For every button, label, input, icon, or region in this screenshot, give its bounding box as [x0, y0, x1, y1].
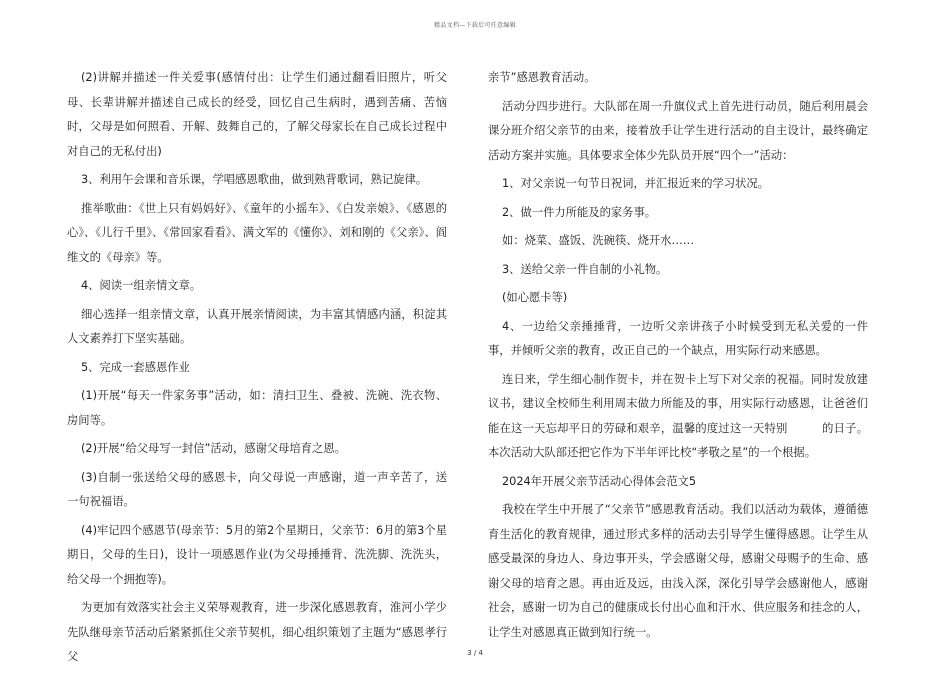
- paragraph: (1)开展“每天一件家务事”活动，如：清扫卫生、叠被、洗碗、洗衣物、房间等。: [67, 389, 447, 427]
- paragraph: 3、送给父亲一件自制的小礼物。: [502, 262, 668, 276]
- right-column: [488, 66, 868, 649]
- paragraph: 细心选择一组亲情文章，认真开展亲情阅读，为丰富其情感内涵，积淀其人文素养打下坚实基础。: [67, 307, 447, 345]
- paragraph: 5、完成一套感恩作业: [81, 360, 190, 374]
- paragraph: 亲节”感恩教育活动。: [488, 71, 596, 84]
- page-header: 精品文档—下载后可任意编辑: [434, 22, 516, 29]
- section-heading: 2024年开展父亲节活动心得体会范文5: [502, 474, 697, 488]
- paragraph: 活动分四步进行。大队部在周一升旗仪式上首先进行动员，随后利用晨会课分班介绍父亲节的由来，接着放手让学生进行活动的自主设计，最终确定活动方案并实施。具体要求全体少先队员开展“四个一”活动：: [488, 99, 868, 162]
- paragraph: 为更加有效落实社会主义荣辱观教育，进一步深化感恩教育，淮河小学少先队继母亲节活动后紧紧抓住父亲节契机，细心组织策划了主题为“感恩孝行父: [67, 601, 447, 663]
- left-column: [67, 66, 447, 674]
- paragraph: 如：烧菜、盛饭、洗碗筷、烧开水……: [502, 234, 695, 247]
- paragraph: 1、对父亲说一句节日祝词，并汇报近来的学习状况。: [502, 177, 770, 190]
- paragraph: (2)开展“给父母写一封信”活动，感谢父母培育之恩。: [81, 442, 346, 455]
- paragraph: 2、做一件力所能及的家务事。: [502, 205, 657, 219]
- paragraph: (2)讲解并描述一件关爱事(感情付出：让学生们通过翻看旧照片，听父母、长辈讲解并描述自己成长的经受，回忆自己生病时，遇到苦痛、苦恼时，父母是如何照看、开解、鼓舞自己的，了解父母家长在自己成长过程中对自己的无私付出): [67, 71, 447, 158]
- paragraph: 我校在学生中开展了“父亲节”感恩教育活动。我们以活动为载体，遵循德育生活化的教育规律，通过形式多样的活动去引导学生懂得感恩。让学生从感受最深的身边人、身边事开头，学会感谢父母，感谢父母赐予的生命、感谢父母的培育之恩。再由近及远，由浅入深，深化引导学会感谢他人，感谢社会，感谢一切为自己的健康成长付出心血和汗水、供应服务和挂念的人，让学生对感恩真正做到知行统一。: [488, 503, 868, 639]
- paragraph: (3)自制一张送给父母的感恩卡，向父母说一声感谢，道一声辛苦了，送一句祝福语。: [67, 470, 447, 508]
- paragraph: 3、利用午会课和音乐课，学唱感恩歌曲，做到熟背歌词，熟记旋律。: [81, 173, 428, 186]
- paragraph: (4)牢记四个感恩节(母亲节：5月的第2个星期日，父亲节：6月的第3个星期日，父母的生日)，设计一项感恩作业(为父母捶捶背、洗洗脚、洗洗头，给父母一个拥抱等)。: [67, 523, 447, 586]
- paragraph: (如心愿卡等): [502, 291, 568, 304]
- paragraph: 推举歌曲：《世上只有妈妈好》、《童年的小摇车》、《白发亲娘》、《感恩的心》、《儿行千里》、《常回家看看》、满文军的《懂你》、刘和刚的《父亲》、阎维文的《母亲》等。: [67, 201, 447, 264]
- paragraph: 连日来，学生细心制作贺卡，并在贺卡上写下对父亲的祝福。同时发放建议书，建议全校师生利用周末做力所能及的事，用实际行动感恩，让爸爸们能在这一天忘却平日的劳碌和艰辛，温馨的度过这一天特别 的日子。本次活动大队部还把它作为下半年评比校“孝敬之星”的一个根据。: [488, 372, 868, 459]
- paragraph: 4、一边给父亲捶捶背，一边听父亲讲孩子小时候受到无私关爱的一件事，并倾听父亲的教育，改正自己的一个缺点，用实际行动来感恩。: [488, 319, 868, 357]
- paragraph: 4、阅读一组亲情文章。: [81, 279, 202, 292]
- page-number: 3 / 4: [467, 649, 483, 657]
